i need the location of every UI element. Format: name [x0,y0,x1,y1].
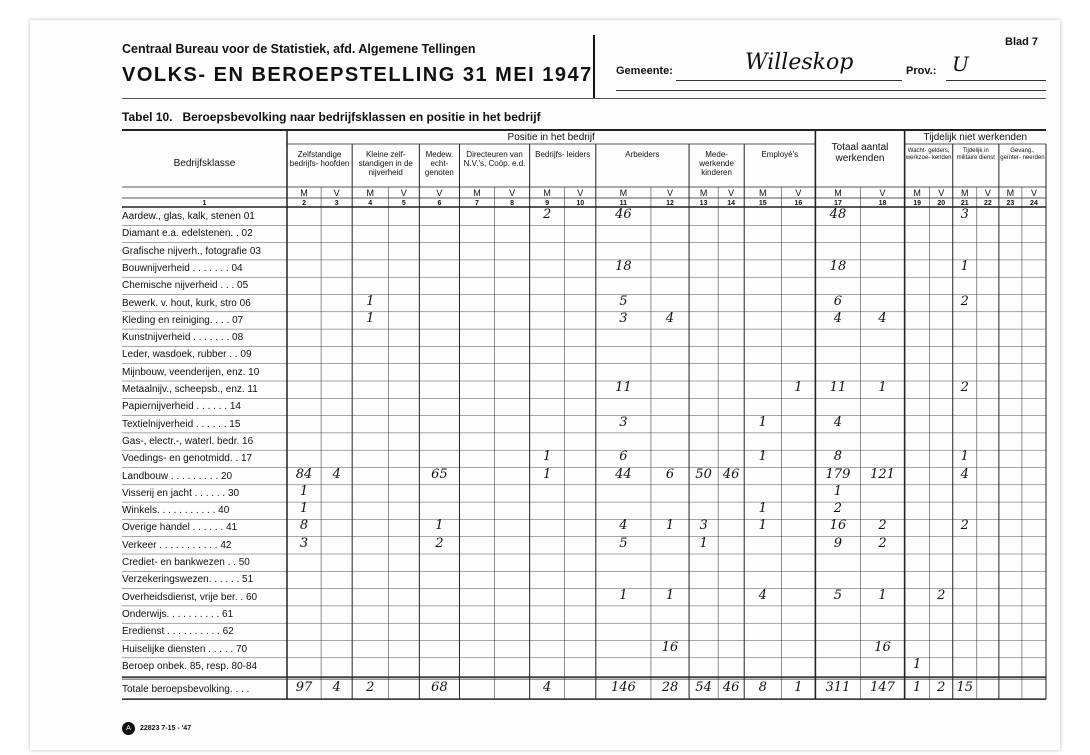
header-second-line [616,90,1046,91]
handwritten-value: 3 [619,310,628,326]
print-code: 22823 7-15 - '47 [140,725,192,732]
handwritten-value: 4 [332,466,341,482]
sex-label: M [913,188,921,198]
handwritten-value: 18 [615,258,632,274]
column-number: 6 [437,200,442,207]
row-label: Grafische nijverh., fotografie 03 [122,245,261,257]
gemeente-label: Gemeente: [616,65,673,77]
column-number: 11 [619,200,628,207]
sex-label: M [699,188,708,198]
handwritten-value: 121 [870,466,895,482]
column-number: 24 [1030,200,1038,207]
handwritten-value: 3 [619,414,628,430]
handwritten-total: 2 [937,680,946,696]
group-header-3: Medew. echt- genoten [424,150,454,177]
handwritten-total: 1 [794,680,803,696]
row-label: Huiselijke diensten . . . . . 70 [122,643,248,655]
handwritten-value: 4 [878,310,887,326]
handwritten-value: 5 [833,587,843,603]
sex-label: V [879,188,886,198]
handwritten-value: 2 [833,501,843,517]
handwritten-value: 8 [299,518,309,534]
handwritten-value: 2 [878,535,887,551]
group-header-7: Mede- werkende kinderen [699,150,734,177]
column-number: 15 [758,200,767,207]
sex-label: V [436,188,443,198]
handwritten-value: 11 [829,380,847,395]
sex-label: M [300,188,308,198]
handwritten-total: 8 [758,680,767,696]
table-number: Tabel 10. [122,110,173,124]
first-col-header: Bedrijfsklasse [173,158,236,169]
sex-label: V [728,188,735,198]
handwritten-value: 2 [937,587,946,603]
handwritten-value: 16 [874,639,891,655]
column-number: 10 [576,200,585,207]
handwritten-value: 44 [615,466,632,482]
handwritten-value: 3 [299,535,309,551]
row-label: Kunstnijverheid . . . . . . . 08 [122,332,244,344]
handwritten-value: 18 [829,258,847,274]
column-number: 18 [878,200,887,207]
sex-label: V [795,188,802,198]
handwritten-value: 1 [758,518,767,534]
handwritten-total: 4 [332,680,341,696]
sex-label: V [333,188,340,198]
handwritten-value: 11 [615,380,632,395]
handwritten-total: 147 [870,680,895,696]
column-number: 5 [401,200,406,207]
prov-label: Prov.: [906,65,937,77]
sex-label: V [1030,188,1037,198]
handwritten-value: 4 [960,466,969,482]
handwritten-value: 1 [543,466,552,482]
handwritten-value: 1 [878,587,887,603]
column-number: 22 [983,200,992,207]
sex-label: V [938,188,945,198]
group-header-8: Employé's [761,150,799,159]
handwritten-value: 50 [695,466,712,482]
form-title: VOLKS- EN BEROEPSTELLING 31 MEI 1947 [122,64,593,86]
printer-logo: A [122,722,135,735]
row-label: Overige handel . . . . . . 41 [122,522,238,534]
row-label: Landbouw . . . . . . . . . 20 [122,470,233,482]
handwritten-value: 65 [431,466,448,482]
row-label: Visserij en jacht . . . . . . 30 [122,487,240,499]
column-number: 7 [475,200,479,207]
handwritten-value: 2 [960,518,969,534]
column-number: 23 [1006,200,1015,207]
handwritten-value: 46 [722,466,740,482]
handwritten-value: 84 [295,466,313,482]
row-label: Aardew., glas, kalk, stenen 01 [122,211,255,222]
group-header-2: Kleine zelf- standigen in de nijverheid [358,150,413,177]
handwritten-value: 5 [619,535,628,551]
sex-label: M [1006,188,1015,198]
row-label: Gas-, electr.-, waterl. bedr. 16 [122,435,254,447]
handwritten-value: 16 [829,518,847,534]
row-label: Bewerk. v. hout, kurk, stro 06 [122,297,251,309]
group-header-10: Wacht- gelders, werkzoe- kenden [905,148,952,161]
handwritten-value: 1 [665,587,675,603]
handwritten-value: 1 [665,518,675,534]
census-form-sheet [30,20,1060,750]
row-label: Bouwnijverheid . . . . . . . 04 [122,262,243,274]
handwritten-value: 8 [833,449,843,465]
sex-label: V [666,188,673,198]
handwritten-value: 4 [833,310,843,326]
column-number: 9 [545,200,550,207]
handwritten-value: 6 [833,293,843,309]
handwritten-value: 1 [960,449,969,465]
handwritten-total: 97 [295,680,313,696]
handwritten-total: 1 [913,680,922,696]
handwritten-value: 4 [665,310,675,326]
handwritten-total: 2 [366,680,375,696]
handwritten-value: 1 [699,535,708,551]
sex-label: V [577,188,584,198]
handwritten-total: 28 [661,680,679,696]
column-number: 20 [937,200,946,207]
row-label: Metaalnijv., scheepsb., enz. 11 [122,384,258,395]
handwritten-total: 68 [431,680,448,696]
column-number: 4 [368,200,373,207]
row-label: Voedings- en genotmidd. . 17 [122,453,253,465]
handwritten-value: 4 [758,587,767,603]
row-label: Eredienst . . . . . . . . . . 62 [122,626,234,638]
sex-label: V [400,188,407,198]
row-label: Overheidsdienst, vrije ber. . 60 [122,591,258,603]
row-label: Winkels. . . . . . . . . . . 40 [122,505,230,517]
row-label: Chemische nijverheid . . . 05 [122,280,249,292]
handwritten-value: 46 [615,207,632,222]
sheet-number: Blad 7 [1005,36,1039,48]
row-label: Crediet- en bankwezen . . 50 [122,557,250,568]
sex-label: M [961,188,969,198]
sex-label: M [834,188,842,198]
handwritten-value: 48 [829,207,847,222]
handwritten-total: 54 [695,680,712,696]
row-label: Papiernijverheid . . . . . . 14 [122,401,241,413]
handwritten-total: 15 [956,680,974,696]
row-label: Beroep onbek. 85, resp. 80-84 [122,660,258,672]
column-number: 12 [666,200,674,207]
handwritten-value: 1 [543,449,552,465]
group-header-1: Zelfstandige bedrijfs- hoofden [289,150,350,168]
handwritten-value: 16 [661,639,679,655]
handwritten-value: 1 [913,656,922,672]
bureau-name: Centraal Bureau voor de Statistiek, afd. Algemene Tellingen [122,42,476,56]
column-number: 16 [794,200,803,207]
prov-value: U [952,52,969,76]
handwritten-total: 146 [610,680,636,696]
handwritten-value: 1 [366,293,375,309]
handwritten-value: 1 [299,501,309,517]
group-header-4: Directeuren van N.V.'s, Coöp. e.d. [463,150,526,168]
table-title: Beroepsbevolking naar bedrijfsklassen en positie in het bedrijf [182,110,541,124]
positie-group-header: Positie in het bedrijf [507,132,595,143]
handwritten-value: 4 [619,518,628,534]
handwritten-value: 3 [960,207,969,222]
sex-label: V [984,188,991,198]
row-label: Diamant e.a. edelstenen. . 02 [122,228,253,240]
handwritten-total: 46 [722,680,740,696]
header-divider [593,35,595,99]
handwritten-value: 1 [758,414,767,430]
handwritten-value: 1 [833,483,843,499]
handwritten-value: 1 [619,587,628,603]
first-col-number: 1 [202,200,207,207]
handwritten-value: 1 [758,501,767,517]
column-number: 2 [302,200,306,207]
handwritten-value: 179 [825,466,851,482]
column-number: 13 [699,200,708,207]
table-caption [122,110,541,124]
handwritten-value: 9 [833,535,843,551]
row-label: Textielnijverheid . . . . . . 15 [122,418,241,430]
header-rule [122,98,1046,99]
handwritten-value: 5 [619,293,628,309]
prov-underline [946,80,1046,81]
group-header-11: Tijdelijk in militaire dienst [956,148,995,161]
handwritten-value: 4 [833,414,843,430]
column-number: 17 [834,200,842,207]
handwritten-value: 1 [366,310,375,326]
column-number: 14 [727,200,736,207]
handwritten-value: 1 [299,483,309,499]
column-number: 3 [334,200,339,207]
handwritten-value: 3 [699,518,708,534]
group-header-5: Bedrijfs- leiders [535,150,591,159]
handwritten-total: 4 [543,680,552,696]
sex-label: M [366,188,374,198]
group-header-9: Totaal aantal werkenden [831,142,889,164]
handwritten-value: 2 [435,535,444,551]
group-header-6: Arbeiders [625,150,660,159]
gemeente-underline [676,80,902,81]
row-label: Verkeer . . . . . . . . . . . 42 [122,539,232,551]
column-number: 19 [913,200,922,207]
tijdelijk-group-header: Tijdelijk niet werkenden [923,132,1028,143]
sex-label: M [759,188,767,198]
total-row-label: Totale beroepsbevolking. . . . [122,684,250,696]
sex-label: M [473,188,481,198]
group-header-12: Gevang., geïnter- neerden [1000,148,1045,161]
row-label: Verzekeringswezen. . . . . . 51 [122,574,254,586]
handwritten-value: 1 [435,518,444,534]
gemeente-value: Willeskop [745,50,854,75]
row-label: Mijnbouw, veenderijen, enz. 10 [122,366,260,378]
sex-label: V [509,188,516,198]
column-number: 8 [510,200,515,207]
handwritten-value: 2 [960,293,969,309]
sex-label: M [619,188,628,198]
column-number: 21 [960,200,969,207]
handwritten-value: 2 [960,380,969,395]
handwritten-value: 1 [758,449,767,465]
handwritten-value: 1 [878,380,887,395]
row-label: Kleding en reiniging. . . . 07 [122,314,244,326]
handwritten-value: 1 [794,380,803,395]
handwritten-value: 6 [665,466,675,482]
row-label: Leder, wasdoek, rubber . . 09 [122,349,252,361]
row-label: Onderwijs. . . . . . . . . . 61 [122,608,234,620]
handwritten-total: 311 [825,680,851,696]
handwritten-value: 2 [543,207,552,222]
handwritten-value: 2 [878,518,887,534]
handwritten-value: 6 [619,449,628,465]
sex-label: M [543,188,551,198]
handwritten-value: 1 [960,258,969,274]
